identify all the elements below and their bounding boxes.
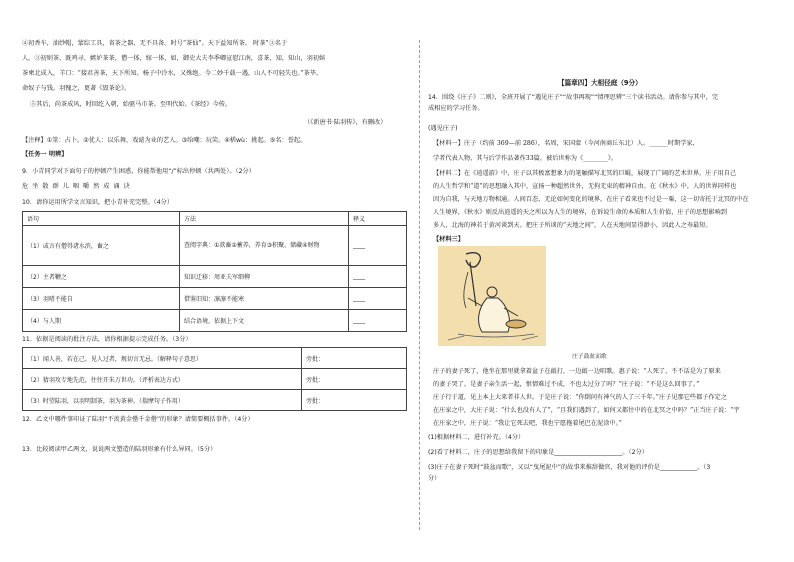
table11-cell: （3）时望陆羽，以羽明制茶，羽为茶神。（揣摩句子作用） bbox=[23, 390, 302, 411]
table10-header-meaning: 释义 bbox=[349, 212, 407, 226]
answer-blank[interactable]: ____ bbox=[349, 266, 407, 288]
table10-cell: （4）与人期 bbox=[23, 310, 180, 332]
story-line-2: 的妻子哭了。是妻子亲生活一起，恨情难过不成，不也太过分了吗？”庄子说：“不是这么回事了。” bbox=[433, 381, 700, 388]
section-title: 【篇章四】大相径庭（9分） bbox=[558, 79, 642, 87]
column-divider bbox=[419, 40, 420, 530]
answer-blank[interactable]: ____ bbox=[349, 310, 407, 332]
zhuangzi-figure-drawing bbox=[438, 246, 546, 346]
question-9: 9．小青同学对下面句子的停顿产生困惑，你能帮他用“/”标出停顿（共两处）。（2分） bbox=[22, 168, 255, 175]
story-line-5: 在庄家之中，庄子说：“我让它死去吧，我也宁愿拖着尾巴在泥涂中。” bbox=[433, 420, 622, 427]
table10-cell: （1）或言有僧得诸水滨，畜之 bbox=[23, 226, 180, 266]
table-row bbox=[23, 310, 407, 332]
table10-cell: （3）羽嗜不能自 bbox=[23, 288, 180, 310]
table10-cell: 借鉴旧知：凛凛不能寒 bbox=[180, 288, 349, 310]
table10-header-method: 方法 bbox=[180, 212, 349, 226]
margin-note-field[interactable]: 旁批： bbox=[302, 390, 407, 411]
answer-blank[interactable]: ____ bbox=[349, 288, 407, 310]
task-3-continued: 分） bbox=[428, 475, 441, 482]
table-row bbox=[23, 390, 407, 411]
material-two-line-3: 因为自我，与天地万物相通。人间百态，无论如何变化的境界，在庄子看来也不过是一粟，这一切寄托于北冥的中在 bbox=[433, 196, 749, 203]
table10-cell: 知识迁移：周亚夫军细柳 bbox=[180, 266, 349, 288]
question-11: 11．依据是阅读的批注方法，请你根据提示完成任务。（3分） bbox=[22, 336, 192, 343]
material-two-line-1: 【材料二】在《逍遥游》中，庄子以其极富想象力的笔触描写北冥的巨鲲，展现了广阔的艺术世界，庄子用自己 bbox=[433, 170, 737, 177]
table-row bbox=[23, 288, 407, 310]
task-3: (3)庄子在妻子死时“鼓盆而歌”，又以“曳尾泥中”的故事来推辞做官，我对他的评价是____________。（3 bbox=[428, 464, 711, 471]
table-row bbox=[23, 226, 407, 266]
passage-line-1: ④初香车，油纱帽，蒙综工具，省茶之器，无不具备。时号“茶仙”。天下益知所茶。 时茶”③名于 bbox=[22, 40, 288, 47]
table10-cell: 结合语境，依据上下文 bbox=[180, 310, 349, 332]
passage-source: （《新唐书·陆羽传》，有删改） bbox=[304, 119, 387, 126]
question-14-line-2: 成相应的学习任务。 bbox=[428, 105, 484, 112]
material-one-line-2: 学者代表人物，其与后学作品著作33篇，被后世称为《________》。 bbox=[433, 155, 618, 162]
passage-line-4: 命奴子与钱。羽愧之，更著《毁茶论》。 bbox=[22, 85, 131, 92]
material-two-line-2: 的人生哲学和“道”的思想融入其中，宣扬一种超然世外，无拘无束的精神自由。在《秋水》中，人的世界同样也 bbox=[433, 183, 737, 190]
zhuangzi-drum-illustration bbox=[438, 246, 546, 346]
question-14-line-1: 14．围绕《庄子》二则》，全班开展了“遇见庄子”“故事再现”“情理思辨”三个读书活动。请你参与其中，完 bbox=[428, 94, 719, 101]
material-three-heading: 【材料三】 bbox=[433, 236, 464, 243]
table10-header-sentence: 语句 bbox=[23, 212, 180, 226]
table11-cell: （1）闻人善，若在己。见人过者，规切言无忌。（解释句子意思） bbox=[23, 348, 302, 369]
table10-cell: 查阅字典：①款畜②蓄养，养育③积聚，储藏④财物 bbox=[180, 226, 349, 266]
table10-cell: （2）主者鞭之 bbox=[23, 266, 180, 288]
right-column bbox=[428, 0, 776, 562]
answer-blank[interactable]: ____ bbox=[349, 226, 407, 266]
question-12: 12．乙文中哪件事印证了陆羽“不羡黄金罍千金罍”的形象？请简要概括事件。（4分） bbox=[22, 416, 254, 423]
material-two-line-4: 人生境界，《秋水》则反出逍遥的天之所以为人生的境界，在诉说生命的本质和人生价值，庄子的思想影响到 bbox=[433, 209, 727, 216]
task-2: (2)看了材料二，庄子的思想给我留下的印象是______________________。（2分） bbox=[428, 449, 648, 456]
margin-note-field[interactable]: 旁批： bbox=[302, 348, 407, 369]
question-11-table bbox=[22, 347, 407, 411]
table11-cell: （2）猜羽攻专地先范，往往开朱万世功。（评析表达方式） bbox=[23, 369, 302, 390]
question-9-sentence: 危 坐 散 群 儿 咽 嚼 然 成 诵 诀 bbox=[22, 183, 131, 190]
material-one-line-1: 【材料一】庄子（约前 369—前 286），名周，宋国蒙（今河南商丘东北）人。______时期学家， bbox=[433, 140, 699, 147]
passage-line-5: ⑤其后，尚茶成风，时回纥入朝，始驱马市茶。至明代始。《茶经》今传。 bbox=[30, 101, 232, 108]
passage-notes: 【注释】①筮：占卜。②优人：以乐舞、戏谑为业的艺人。③绐嘲：玩笑。④楛wù：挑起。⑤名：誉起。 bbox=[22, 137, 307, 144]
story-line-4: 在庄家之中，大庄子说：“什么也没有人了”，“且我们遇到了，如何又都往中的在北冥之中吗？”正当庄子说：“宇 bbox=[433, 407, 740, 414]
question-10: 10．请你运用所学文言知识，把小青补充完整。（4分） bbox=[22, 199, 174, 206]
story-line-1: 庄子的妻子死了，他坐在那里就拿着盆子在敲打，一边敲一边唱歌。惠子说：“人死了，不不话是为了原来 bbox=[433, 368, 721, 375]
illustration-caption: 庄子鼓盆而歌 bbox=[572, 354, 607, 360]
story-line-3: 庄子行于道，见上本上大来者非人世。于是庄子说：“你倒问有神气的人了三千年。”庄子见那它些都子作定之 bbox=[433, 394, 728, 401]
left-column bbox=[22, 0, 412, 562]
passage-line-3: 茶柬北成入，羊口：“接君善茶，天下所知。杨子中泠水，又殊绝。今二妙千载一遇，山人不可轻失也。”茶毕， bbox=[22, 70, 323, 77]
task-1: (1)根据材料二，进行补充。（4分） bbox=[428, 434, 525, 441]
task-one-heading: 【任务一 明辨】 bbox=[22, 151, 68, 158]
subsection-meet-zhuangzi: (遇见庄子) bbox=[428, 125, 458, 132]
table-row bbox=[23, 266, 407, 288]
table-row bbox=[23, 348, 407, 369]
question-13: 13．比较阅读甲乙两文，说说两文塑造的陆羽形象有什么异同。（5分） bbox=[22, 446, 217, 453]
margin-note-field[interactable]: 旁批： bbox=[302, 369, 407, 390]
passage-line-2: 人。③初则茶，既鸡寻，嫉妒茶茶，僧一体，嫁一体，如，御史大夫李季卿宣慰江南，喜茶，知，知山，羽初嫔 bbox=[22, 55, 326, 62]
question-10-table bbox=[22, 211, 407, 332]
material-two-line-5: 多人，北海的神若于黄河谈到天。把庄子所谈的“天地之间”，人在天地间显得渺小，因此人之寿最短。 bbox=[433, 222, 712, 229]
table-row bbox=[23, 369, 407, 390]
